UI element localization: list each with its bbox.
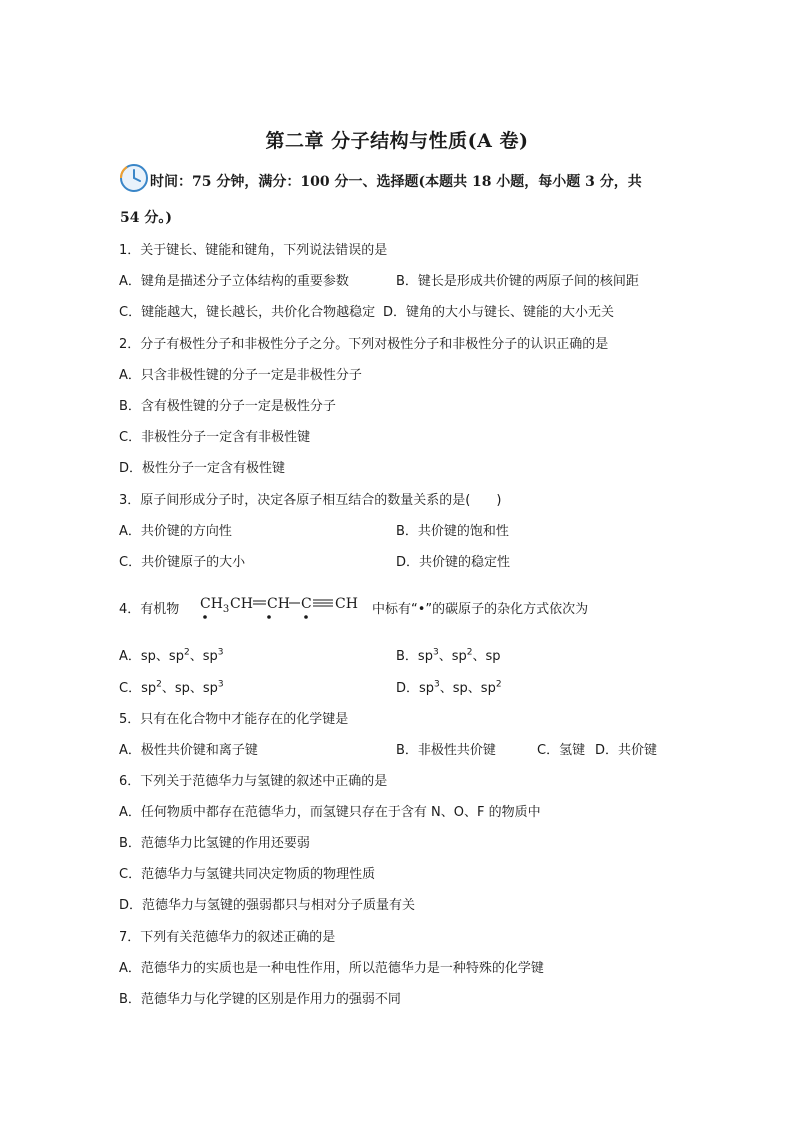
q4-option-d: D．$sp^3$、sp、$sp^2$ — [396, 679, 502, 696]
q1-option-c: C．键能越大，键长越长，共价化合物越稳定 — [119, 305, 376, 320]
q6-option-a: A．任何物质中都存在范德华力，而氢键只存在于含有 N、O、F 的物质中 — [119, 805, 541, 820]
q2-stem: 2．分子有极性分子和非极性分子之分。下列对极性分子和非极性分子的认识正确的是 — [119, 337, 609, 352]
formula-group-ch-2: CH — [267, 596, 290, 612]
q5-option-c: C．氢键 — [537, 743, 586, 758]
q3-option-b: B．共价键的饱和性 — [396, 524, 509, 539]
q7-stem: 7．下列有关范德华力的叙述正确的是 — [119, 930, 336, 945]
q3-option-c: C．共价键原子的大小 — [119, 555, 246, 570]
exam-info-line1: 时间：75 分钟，满分：100 分一、选择题(本题共 18 小题，每小题 3 分，共 — [150, 174, 642, 190]
clock-icon — [119, 163, 149, 193]
q2-option-d: D．极性分子一定含有极性键 — [119, 461, 286, 476]
marked-carbon-dot-2 — [267, 615, 271, 619]
q4-option-a: A．sp、$sp^2$、$sp^3$ — [119, 647, 224, 664]
q5-option-b: B．非极性共价键 — [396, 743, 496, 758]
q7-option-b: B．范德华力与化学键的区别是作用力的强弱不同 — [119, 992, 401, 1007]
formula-group-ch-1: CH — [230, 596, 253, 612]
q6-option-c: C．范德华力与氢键共同决定物质的物理性质 — [119, 867, 376, 882]
formula-group-c: C — [301, 596, 312, 612]
page-title: 第二章 分子结构与性质(A 卷) — [265, 130, 529, 152]
q1-option-a: A．键角是描述分子立体结构的重要参数 — [119, 274, 349, 289]
q1-option-d: D．键角的大小与键长、键能的大小无关 — [383, 305, 615, 320]
q3-option-d: D．共价键的稳定性 — [396, 555, 511, 570]
q5-option-d: D．共价键 — [595, 743, 658, 758]
q2-option-a: A．只含非极性键的分子一定是非极性分子 — [119, 368, 362, 383]
q2-option-c: C．非极性分子一定含有非极性键 — [119, 430, 311, 445]
q6-stem: 6．下列关于范德华力与氢键的叙述中正确的是 — [119, 774, 388, 789]
q5-stem: 5．只有在化合物中才能存在的化学键是 — [119, 712, 349, 727]
q3-option-a: A．共价键的方向性 — [119, 524, 232, 539]
q7-option-a: A．范德华力的实质也是一种电性作用，所以范德华力是一种特殊的化学键 — [119, 961, 544, 976]
formula-group-ch3: $CH_3$ — [200, 596, 230, 615]
q4-stem-suffix: 中标有“•”的碳原子的杂化方式依次为 — [372, 602, 589, 617]
q4-stem-prefix: 4．有机物 — [119, 602, 180, 617]
formula-group-ch-3: CH — [335, 596, 358, 612]
marked-carbon-dot-1 — [203, 615, 207, 619]
q3-stem: 3．原子间形成分子时，决定各原子相互结合的数量关系的是( ) — [119, 493, 502, 508]
q6-option-b: B．范德华力比氢键的作用还要弱 — [119, 836, 310, 851]
q4-option-c: C．$sp^2$、sp、$sp^3$ — [119, 679, 224, 696]
exam-info-line2: 54 分。) — [120, 210, 172, 226]
q4-option-b: B．$sp^3$、$sp^2$、sp — [396, 647, 501, 664]
organic-structure-formula — [200, 592, 362, 620]
q2-option-b: B．含有极性键的分子一定是极性分子 — [119, 399, 336, 414]
q1-option-b: B．键长是形成共价键的两原子间的核间距 — [396, 274, 639, 289]
q5-option-a: A．极性共价键和离子键 — [119, 743, 258, 758]
q6-option-d: D．范德华力与氢键的强弱都只与相对分子质量有关 — [119, 898, 416, 913]
marked-carbon-dot-3 — [304, 615, 308, 619]
q1-stem: 1．关于键长、键能和键角，下列说法错误的是 — [119, 243, 388, 258]
